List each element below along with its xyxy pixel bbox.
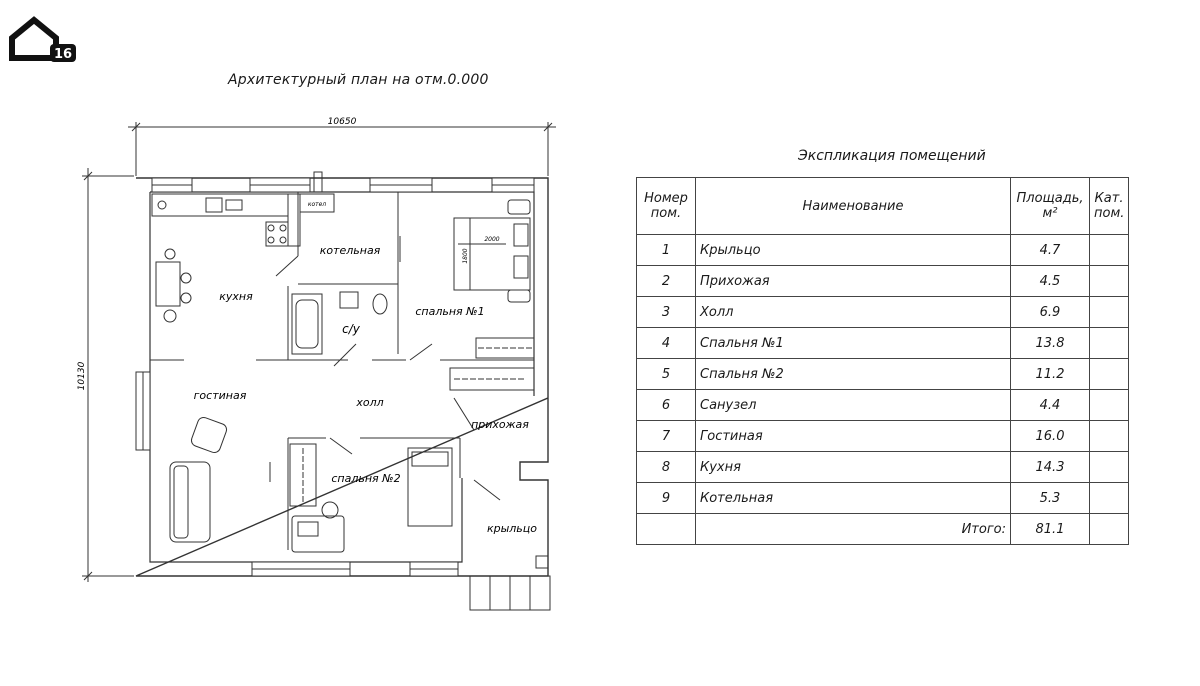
table-row: 6 Санузел 4.4 [637, 390, 1129, 421]
room-label-entry: прихожая [471, 418, 529, 431]
table-row: 8 Кухня 14.3 [637, 452, 1129, 483]
header-name: Наименование [696, 178, 1011, 235]
room-label-bathroom: с/у [342, 322, 360, 336]
logo-number: 16 [53, 47, 73, 62]
room-label-porch: крыльцо [486, 522, 538, 535]
room-label-hall: холл [356, 396, 384, 409]
room-label-living: гостиная [193, 389, 247, 402]
header-area: Площадь, м² [1011, 178, 1090, 235]
boiler-label: котел [307, 201, 327, 208]
room-label-kitchen: кухня [219, 290, 253, 303]
bed-length-label: 2000 [484, 236, 500, 243]
header-cat: Кат. пом. [1090, 178, 1129, 235]
header-num: Номер пом. [637, 178, 696, 235]
total-label: Итого: [696, 514, 1011, 545]
table-total-row [637, 514, 1129, 545]
table-row: 1 Крыльцо 4.7 [637, 235, 1129, 266]
bed-width-label: 1800 [462, 248, 469, 264]
table-row: 2 Прихожая 4.5 [637, 266, 1129, 297]
total-value: 81.1 [1011, 514, 1090, 545]
plan-title: Архитектурный план на отм.0.000 [228, 72, 489, 88]
table-row: 5 Спальня №2 11.2 [637, 359, 1129, 390]
dimension-width: 10650 [327, 117, 357, 127]
table-row: 9 Котельная 5.3 [637, 483, 1129, 514]
table-row: 3 Холл 6.9 [637, 297, 1129, 328]
table-row: 7 Гостиная 16.0 [637, 421, 1129, 452]
room-label-bedroom1: спальня №1 [415, 305, 485, 318]
table-header-row [637, 178, 1129, 235]
table-row: 4 Спальня №1 13.8 [637, 328, 1129, 359]
explication-table [636, 177, 1129, 545]
room-label-boiler: котельная [319, 244, 381, 257]
explication-title: Экспликация помещений [798, 148, 986, 164]
dimension-height: 10130 [77, 361, 87, 391]
room-label-bedroom2: спальня №2 [331, 472, 401, 485]
